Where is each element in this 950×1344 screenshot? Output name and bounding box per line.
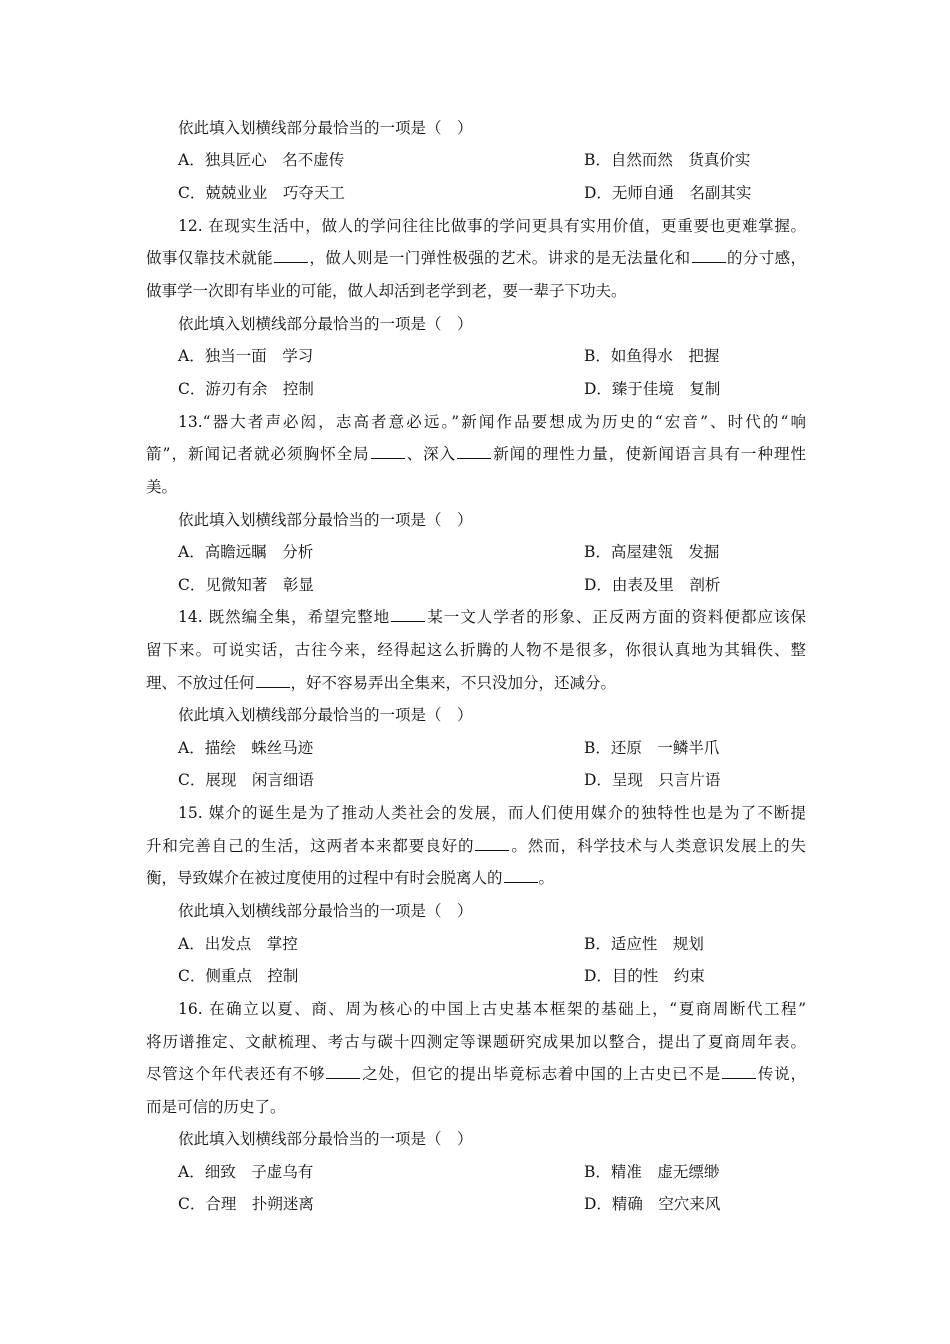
answer-blank [326,1064,360,1079]
q14-option-d: D．呈现 只言片语 [584,771,721,789]
q13-option-d: D．由表及里 剖析 [584,576,721,594]
q14-stem-line-3: 理、不放过任何 ，好不容易弄出全集来，不只没加分，还减分。 [146,674,617,692]
q15-option-b: B．适应性 规划 [584,935,704,953]
q15-option-a: A．出发点 掌控 [178,935,298,953]
prev-option-b: B．自然而然 货真价实 [584,151,751,169]
q15-stem-line-1: 15. 媒介的诞生是为了推动人类社会的发展，而人们使用媒介的独特性也是为了不断提 [178,804,806,822]
q12-option-a: A．独当一面 学习 [178,347,314,365]
q16-prompt: 依此填入划横线部分最恰当的一项是（ ） [178,1130,473,1148]
q13-option-c: C．见微知著 彰显 [178,576,314,594]
q15-option-c: C．侧重点 控制 [178,967,299,985]
q16-stem-line-1: 16. 在确立以夏、商、周为核心的中国上古史基本框架的基础上，“夏商周断代工程” [178,1000,806,1018]
q15-option-d: D．目的性 约束 [584,967,705,985]
prev-question-prompt: 依此填入划横线部分最恰当的一项是（ ） [178,119,473,137]
prev-option-c: C．兢兢业业 巧夺天工 [178,184,345,202]
q16-stem-line-2: 将历谱推定、文献梳理、考古与碳十四测定等课题研究成果加以整合，提出了夏商周年表。 [146,1033,806,1051]
answer-blank [692,248,726,263]
q16-stem-line-4: 而是可信的历史了。 [146,1098,286,1116]
q15-stem-line-3: 衡，导致媒介在被过度使用的过程中有时会脱离人的 。 [146,869,555,887]
q15-prompt: 依此填入划横线部分最恰当的一项是（ ） [178,902,473,920]
q14-option-b: B．还原 一鳞半爪 [584,739,720,757]
q14-option-a: A．描绘 蛛丝马迹 [178,739,314,757]
answer-blank [391,607,425,622]
q13-stem-line-3: 美。 [146,478,178,496]
q12-prompt: 依此填入划横线部分最恰当的一项是（ ） [178,315,473,333]
answer-blank [457,444,491,459]
q14-stem-line-2: 留下来。可说实话，古往今来，经得起这么折腾的人物不是很多，你很认真地为其辑佚、整 [146,641,806,659]
answer-blank [722,1064,756,1079]
answer-blank [274,248,308,263]
answer-blank [256,673,290,688]
answer-blank [475,836,509,851]
prev-option-a: A．独具匠心 名不虚传 [178,151,345,169]
answer-blank [371,444,405,459]
q12-stem-line-2: 做事仅靠技术就能 ，做人则是一门弹性极强的艺术。讲求的是无法量化和 的分寸感， [146,249,806,267]
q12-option-d: D．臻于佳境 复制 [584,380,721,398]
q14-stem-line-1: 14. 既然编全集，希望完整地 某一文人学者的形象、正反两方面的资料便都应该保 [178,608,806,626]
prev-option-d: D．无师自通 名副其实 [584,184,752,202]
q16-option-b: B．精准 虚无缥缈 [584,1163,720,1181]
q12-option-b: B．如鱼得水 把握 [584,347,720,365]
q12-stem-line-1: 12. 在现实生活中，做人的学问往往比做事的学问更具有实用价值，更重要也更难掌握。 [178,217,806,235]
q13-option-b: B．高屋建瓴 发掘 [584,543,720,561]
q12-stem-line-3: 做事学一次即有毕业的可能，做人却活到老学到老，要一辈子下功夫。 [146,282,627,300]
q14-option-c: C．展现 闲言细语 [178,771,314,789]
q13-stem-line-2: 箭”，新闻记者就必须胸怀全局 、深入 新闻的理性力量，使新闻语言具有一种理性 [146,445,806,463]
q16-stem-line-3: 尽管这个年代表还有不够 之处，但它的提出毕竟标志着中国的上古史已不是 传说， [146,1065,806,1083]
q13-prompt: 依此填入划横线部分最恰当的一项是（ ） [178,511,473,529]
q16-option-c: C．合理 扑朔迷离 [178,1195,314,1213]
q12-option-c: C．游刃有余 控制 [178,380,314,398]
q16-option-a: A．细致 子虚乌有 [178,1163,314,1181]
q13-option-a: A．高瞻远瞩 分析 [178,543,314,561]
q16-option-d: D．精确 空穴来风 [584,1195,721,1213]
q15-stem-line-2: 升和完善自己的生活，这两者本来都要良好的 。然而，科学技术与人类意识发展上的失 [146,837,806,855]
q14-prompt: 依此填入划横线部分最恰当的一项是（ ） [178,706,473,724]
answer-blank [504,868,538,883]
q13-stem-line-1: 13.“器大者声必闳，志高者意必远。”新闻作品要想成为历史的“宏音”、时代的“响 [178,413,806,431]
